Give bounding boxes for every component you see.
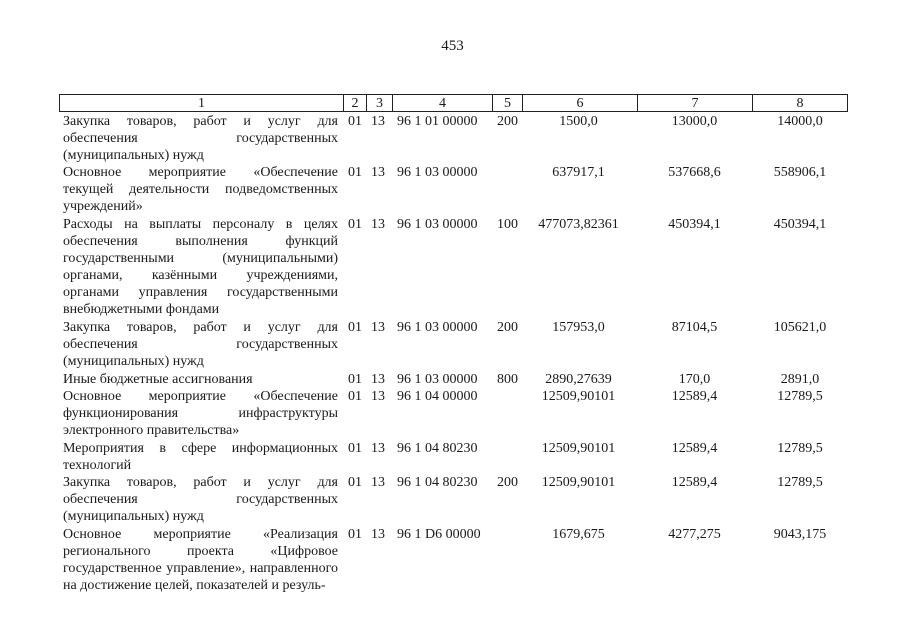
cell-target-article: 96 1 03 00000 (397, 217, 478, 232)
cell-amount-8: 14000,0 (777, 114, 823, 129)
cell-target-article: 96 1 03 00000 (397, 372, 478, 387)
cell-amount-8: 450394,1 (773, 217, 827, 232)
cell-amount-6: 1679,675 (552, 527, 605, 542)
cell-amount-8: 105621,0 (773, 320, 827, 335)
cell-section: 01 (348, 217, 362, 232)
header-cell-3: 3 (367, 95, 393, 111)
cell-section: 01 (348, 527, 362, 542)
cell-subsection: 13 (371, 320, 385, 335)
row-description: Основное мероприятие «Обеспечение текущей деятельности подведомственных учреждений» (63, 165, 338, 214)
cell-subsection: 13 (371, 372, 385, 387)
cell-target-article: 96 1 04 00000 (397, 389, 478, 404)
cell-target-article: 96 1 03 00000 (397, 165, 478, 180)
row-description: Расходы на выплаты персоналу в целях обеспечения выполнения функций государственными (муниципальными) органами, казёнными учреждениями, органами управления государственными внебюджетными фондами (63, 217, 338, 317)
cell-amount-6: 637917,1 (552, 165, 605, 180)
row-description: Иные бюджетные ассигнования (63, 372, 253, 387)
cell-expense-type: 200 (497, 475, 518, 490)
cell-section: 01 (348, 320, 362, 335)
cell-target-article: 96 1 03 00000 (397, 320, 478, 335)
cell-amount-7: 450394,1 (668, 217, 721, 232)
cell-amount-8: 12789,5 (777, 389, 823, 404)
row-description: Закупка товаров, работ и услуг для обеспечения государственных (муниципальных) нужд (63, 475, 338, 524)
header-cell-5: 5 (493, 95, 523, 111)
cell-section: 01 (348, 389, 362, 404)
header-cell-8: 8 (796, 96, 804, 111)
cell-subsection: 13 (371, 441, 385, 456)
table-header-row (59, 94, 848, 112)
cell-expense-type: 200 (497, 320, 518, 335)
cell-expense-type: 200 (497, 114, 518, 129)
header-cell-7: 7 (638, 95, 753, 111)
cell-amount-7: 4277,275 (668, 527, 721, 542)
cell-amount-6: 12509,90101 (541, 441, 616, 456)
cell-section: 01 (348, 372, 362, 387)
cell-amount-7: 87104,5 (671, 320, 718, 335)
cell-amount-7: 170,0 (678, 372, 711, 387)
cell-amount-6: 157953,0 (552, 320, 605, 335)
cell-subsection: 13 (371, 217, 385, 232)
cell-section: 01 (348, 114, 362, 129)
header-cell-6: 6 (523, 95, 638, 111)
cell-section: 01 (348, 475, 362, 490)
cell-target-article: 96 1 D6 00000 (397, 527, 481, 542)
row-description: Основное мероприятие «Обеспечение функционирования инфраструктуры электронного правительства» (63, 389, 338, 438)
row-description: Закупка товаров, работ и услуг для обеспечения государственных (муниципальных) нужд (63, 320, 338, 369)
cell-section: 01 (348, 165, 362, 180)
cell-target-article: 96 1 04 80230 (397, 475, 478, 490)
cell-amount-8: 9043,175 (773, 527, 827, 542)
cell-target-article: 96 1 01 00000 (397, 114, 478, 129)
header-cell-1: 1 (60, 95, 344, 111)
page-number: 453 (441, 38, 464, 54)
header-cell-2: 2 (344, 95, 367, 111)
cell-amount-6: 477073,82361 (538, 217, 619, 232)
cell-amount-7: 13000,0 (671, 114, 718, 129)
cell-subsection: 13 (371, 389, 385, 404)
cell-amount-6: 12509,90101 (541, 389, 616, 404)
cell-expense-type: 100 (497, 217, 518, 232)
cell-amount-7: 12589,4 (671, 475, 718, 490)
cell-amount-8: 12789,5 (777, 441, 823, 456)
row-description: Закупка товаров, работ и услуг для обеспечения государственных (муниципальных) нужд (63, 114, 338, 163)
cell-subsection: 13 (371, 165, 385, 180)
cell-amount-8: 2891,0 (780, 372, 820, 387)
cell-subsection: 13 (371, 527, 385, 542)
cell-expense-type: 800 (497, 372, 518, 387)
cell-amount-7: 12589,4 (671, 389, 718, 404)
cell-amount-8: 558906,1 (773, 165, 827, 180)
cell-target-article: 96 1 04 80230 (397, 441, 478, 456)
row-description: Основное мероприятие «Реализация регионального проекта «Цифровое государственное управление», направленного на достижение целей, показателей и резуль- (63, 527, 338, 593)
cell-amount-6: 2890,27639 (545, 372, 612, 387)
cell-amount-6: 1500,0 (559, 114, 598, 129)
cell-amount-7: 12589,4 (671, 441, 718, 456)
cell-amount-7: 537668,6 (668, 165, 721, 180)
cell-section: 01 (348, 441, 362, 456)
cell-amount-6: 12509,90101 (541, 475, 616, 490)
cell-subsection: 13 (371, 114, 385, 129)
row-description: Мероприятия в сфере информационных технологий (63, 441, 338, 473)
cell-amount-8: 12789,5 (777, 475, 823, 490)
header-cell-4: 4 (393, 95, 493, 111)
cell-subsection: 13 (371, 475, 385, 490)
